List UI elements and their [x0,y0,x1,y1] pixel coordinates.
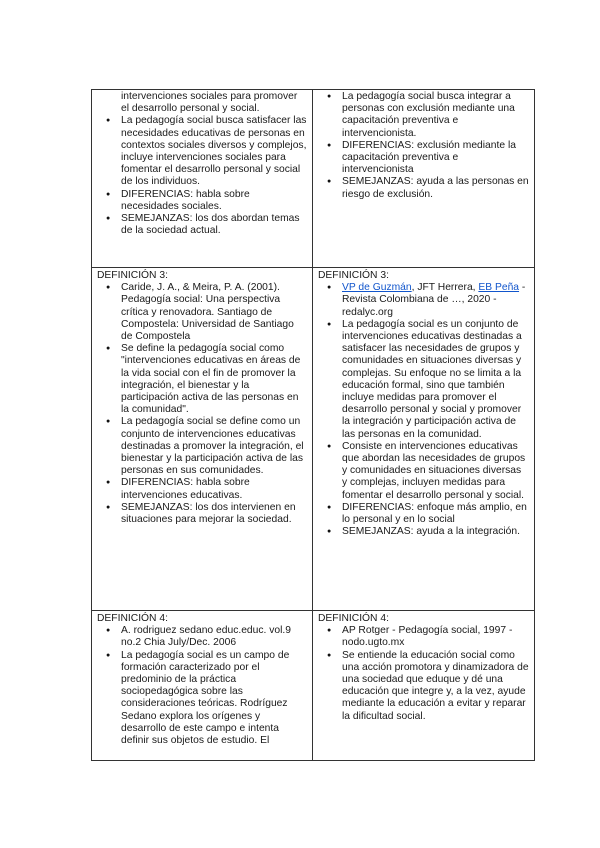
cell-title: DEFINICIÓN 4: [97,613,168,624]
cell-title: DEFINICIÓN 3: [97,270,168,281]
table-cell [313,268,535,611]
table-cell [92,90,313,268]
author-link[interactable]: EB Peña [478,282,520,294]
list-item: ● SEMEJANZAS: ayuda a las personas en riesgo de exclusión. [342,176,529,200]
bullet-list [97,282,307,526]
list-item: ● Se entiende la educación social como una acción promotora y dinamizadora de una sociedad que eduque y dé una educación que integre y, a la vez, ayude mediante la educación a evitar y reparar la dificultad social. [342,650,529,723]
bullet-list [97,91,307,237]
list-item: ● La pedagogía social busca satisfacer las necesidades educativas de personas en contextos sociales diversos y complejos, incluye intervenciones sociales para fomentar el desarrollo personal y social de los individuos. [121,115,307,188]
list-item: ● La pedagogía social es un campo de formación caracterizado por el predominio de la práctica sociopedagógica sobre las consideraciones teóricas. Rodríguez Sedano explora los orígenes y desarrollo de este campo e intenta definir sus objetos de estudio. El [121,650,307,748]
cell-title: DEFINICIÓN 3: [318,270,389,281]
table-cell [313,90,535,268]
list-item: ● Se define la pedagogía social como "intervenciones educativas en áreas de la vida social con el fin de promover la integración, el bienestar y la participación activa de las personas en la comunidad". [121,343,307,416]
bullet-list [97,625,307,747]
cell-title: DEFINICIÓN 4: [318,613,389,624]
bullet-list [318,625,529,723]
source-text: , JFT Herrera, [411,282,479,294]
table-cell [92,268,313,611]
table-row [92,611,535,761]
list-item: ● DIFERENCIAS: exclusión mediante la capacitación preventiva e intervencionista [342,140,529,177]
list-item: ● A. rodriguez sedano educ.educ. vol.9 no.2 Chia July/Dec. 2006 [121,625,307,649]
list-item: ● SEMEJANZAS: ayuda a la integración. [342,526,529,538]
list-item: ● DIFERENCIAS: habla sobre intervenciones educativas. [121,477,307,501]
list-item: ● La pedagogía social es un conjunto de intervenciones educativas destinadas a satisfacer las necesidades de grupos y comunidades en situaciones diversas y complejas. Su enfoque no se limita a la educación formal, sino que también incluye medidas para promover el desarrollo personal y social y promover la integración y participación activa de las personas en la comunidad. [342,319,529,441]
list-item: ● SEMEJANZAS: los dos intervienen en situaciones para mejorar la sociedad. [121,502,307,526]
list-item: ● AP Rotger - Pedagogía social, 1997 - nodo.ugto.mx [342,625,529,649]
table-row [92,268,535,611]
author-link[interactable]: VP de Guzmán [342,282,412,294]
list-item: ● SEMEJANZAS: los dos abordan temas de la sociedad actual. [121,213,307,237]
table-row [92,90,535,268]
list-item: ● DIFERENCIAS: enfoque más amplio, en lo personal y en lo social [342,502,529,526]
list-item-source [342,282,529,319]
list-item: ● La pedagogía social se define como un conjunto de intervenciones educativas destinadas a promover la integración, el bienestar y la participación activa de las personas en sus comunidades. [121,416,307,477]
source-text: - Revista Colombiana de …, 2020 - redalyc.org [342,282,526,318]
bullet-list [318,91,529,201]
table-cell [313,611,535,761]
bullet-list [318,282,529,538]
list-item: ● La pedagogía social busca integrar a personas con exclusión mediante una capacitación preventiva e intervencionista. [342,91,529,140]
definitions-table [91,89,535,761]
list-item: ● DIFERENCIAS: habla sobre necesidades sociales. [121,189,307,213]
list-item: intervenciones sociales para promover el desarrollo personal y social. [121,91,298,115]
list-item: ● Consiste en intervenciones educativas que abordan las necesidades de grupos y comunidades en situaciones diversas y complejas, incluyen medidas para fomentar el desarrollo personal y social. [342,441,529,502]
table-cell [92,611,313,761]
list-item: ● Caride, J. A., & Meira, P. A. (2001). Pedagogía social: Una perspectiva crítica y renovadora. Santiago de Compostela: Universidad de Santiago de Compostela [121,282,307,343]
